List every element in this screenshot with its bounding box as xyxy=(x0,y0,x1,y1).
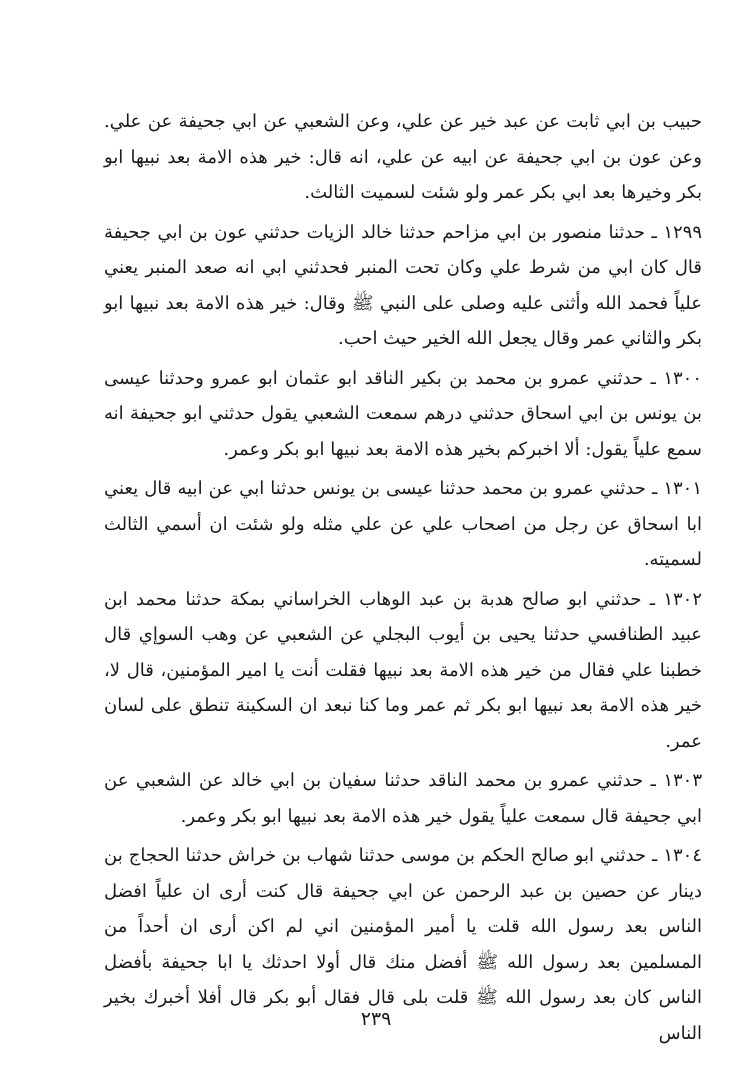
page-number: ٢٣٩ xyxy=(360,1008,392,1030)
hadith-1303: ١٣٠٣ ـ حدثني عمرو بن محمد الناقد حدثنا سفيان بن ابي خالد عن الشعبي عن ابي جحيفة قال سمعت علياً يقول خير هذه الامة بعد نبيها ابو بكر وعمر. xyxy=(104,770,702,827)
hadith-1299: ١٢٩٩ ـ حدثنا منصور بن ابي مزاحم حدثنا خالد الزيات حدثني عون بن ابي جحيفة قال كان ابي من شرط علي وكان تحت المنبر فحدثني ابي انه صعد المنبر يعني علياً فحمد الله وأثنى عليه وصلى على النبي ﷺ وقال: خير هذه الامة بعد نبيها ابو بكر والثاني عمر وقال يجعل الله الخير حيث احب. xyxy=(104,221,702,349)
hadith-1304: ١٣٠٤ ـ حدثني ابو صالح الحكم بن موسى حدثنا شهاب بن خراش حدثنا الحجاج بن دينار عن حصين بن عبد الرحمن عن ابي جحيفة قال كنت أرى ان علياً افضل الناس بعد رسول الله قلت يا أمير المؤمنين اني لم اكن أرى ان أحداً من المسلمين بعد رسول الله ﷺ أفضل منك قال أولا احدثك يا ابا جحيفة بأفضل الناس كان بعد رسول الله ﷺ قلت بلى قال فقال أبو بكر قال أفلا أخبرك بخير الناس xyxy=(104,845,702,1044)
body-text xyxy=(104,104,702,1055)
hadith-1300: ١٣٠٠ ـ حدثني عمرو بن محمد بن بكير الناقد ابو عثمان ابو عمرو وحدثنا عيسى بن يونس بن ابي اسحاق حدثني درهم سمعت الشعبي يقول حدثني ابو جحيفة انه سمع علياً يقول: ألا اخبركم بخير هذه الامة بعد نبيها ابو بكر وعمر. xyxy=(104,367,702,460)
hadith-1302: ١٣٠٢ ـ حدثني ابو صالح هدبة بن عبد الوهاب الخراساني بمكة حدثنا محمد ابن عبيد الطنافسي حدثنا يحيى بن أيوب البجلي عن الشعبي عن وهب السوإي قال خطبنا علي فقال من خير هذه الامة بعد نبيها فقلت أنت يا امير المؤمنين، قال لا، خير هذه الامة بعد نبيها ابو بكر ثم عمر وما كنا نبعد ان السكينة تنطق على لسان عمر. xyxy=(104,588,702,752)
paragraph-continuation: حبيب بن ابي ثابت عن عبد خير عن علي، وعن الشعبي عن ابي جحيفة عن علي. وعن عون بن ابي جحيفة عن ابيه عن علي، انه قال: خير هذه الامة بعد نبيها ابو بكر وخيرها بعد ابي بكر عمر ولو شئت لسميت الثالث. xyxy=(104,111,703,203)
hadith-1301: ١٣٠١ ـ حدثني عمرو بن محمد حدثنا عيسى بن يونس حدثنا ابي عن ابيه قال يعني ابا اسحاق عن رجل من اصحاب علي عن علي مثله ولو شئت ان أسمي الثالث لسميته. xyxy=(104,478,702,570)
